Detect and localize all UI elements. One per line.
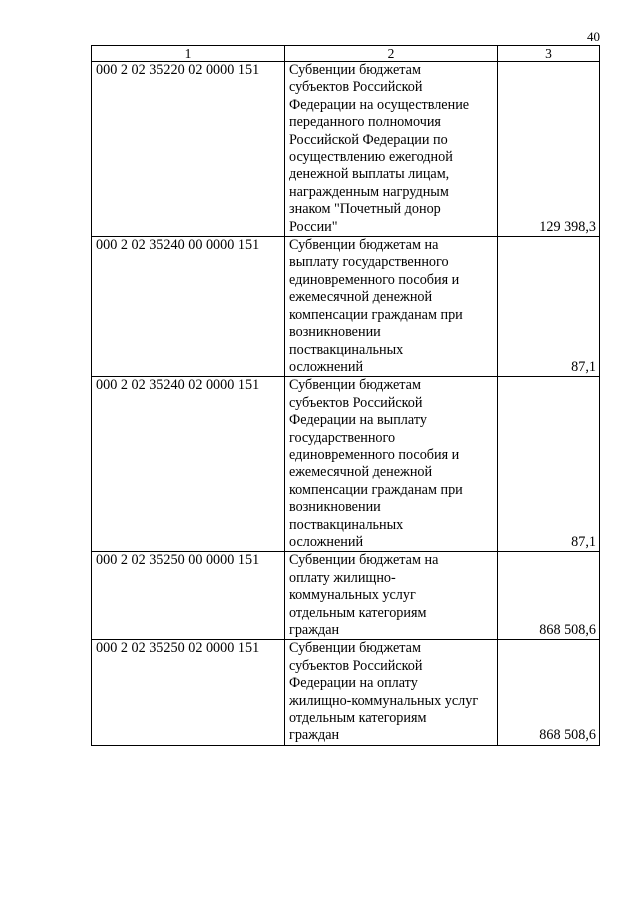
- row-name: Субвенции бюджетам на выплату государственного единовременного пособия и ежемесячной денежной компенсации гражданам при возникновении поствакцинальных осложнений: [285, 237, 498, 377]
- row-code: 000 2 02 35240 02 0000 151: [92, 377, 285, 552]
- page-number: 40: [587, 29, 600, 44]
- row-amount: 87,1: [498, 237, 600, 377]
- row-name: Субвенции бюджетам субъектов Российской Федерации на осуществление переданного полномочия Российской Федерации по осуществлению ежегодной денежной выплаты лицам, награжденным нагрудным знаком "Почетный донор России": [285, 62, 498, 237]
- table-row: [92, 640, 600, 745]
- table-row: [92, 237, 600, 377]
- row-code: 000 2 02 35250 00 0000 151: [92, 552, 285, 640]
- row-amount: 868 508,6: [498, 640, 600, 745]
- budget-table: [91, 45, 600, 746]
- table-row: [92, 377, 600, 552]
- row-code: 000 2 02 35240 00 0000 151: [92, 237, 285, 377]
- row-amount: 868 508,6: [498, 552, 600, 640]
- row-amount: 129 398,3: [498, 62, 600, 237]
- row-name: Субвенции бюджетам субъектов Российской Федерации на выплату государственного единовременного пособия и ежемесячной денежной компенсации гражданам при возникновении поствакцинальных осложнений: [285, 377, 498, 552]
- column-header-code: 1: [92, 46, 285, 62]
- row-amount: 87,1: [498, 377, 600, 552]
- row-name: Субвенции бюджетам на оплату жилищно- коммунальных услуг отдельным категориям граждан: [285, 552, 498, 640]
- row-code: 000 2 02 35220 02 0000 151: [92, 62, 285, 237]
- column-header-name: 2: [285, 46, 498, 62]
- row-code: 000 2 02 35250 02 0000 151: [92, 640, 285, 745]
- column-header-amount: 3: [498, 46, 600, 62]
- table-row: [92, 62, 600, 237]
- table-header-row: [92, 46, 600, 62]
- table-row: [92, 552, 600, 640]
- row-name: Субвенции бюджетам субъектов Российской Федерации на оплату жилищно-коммунальных услуг отдельным категориям граждан: [285, 640, 498, 745]
